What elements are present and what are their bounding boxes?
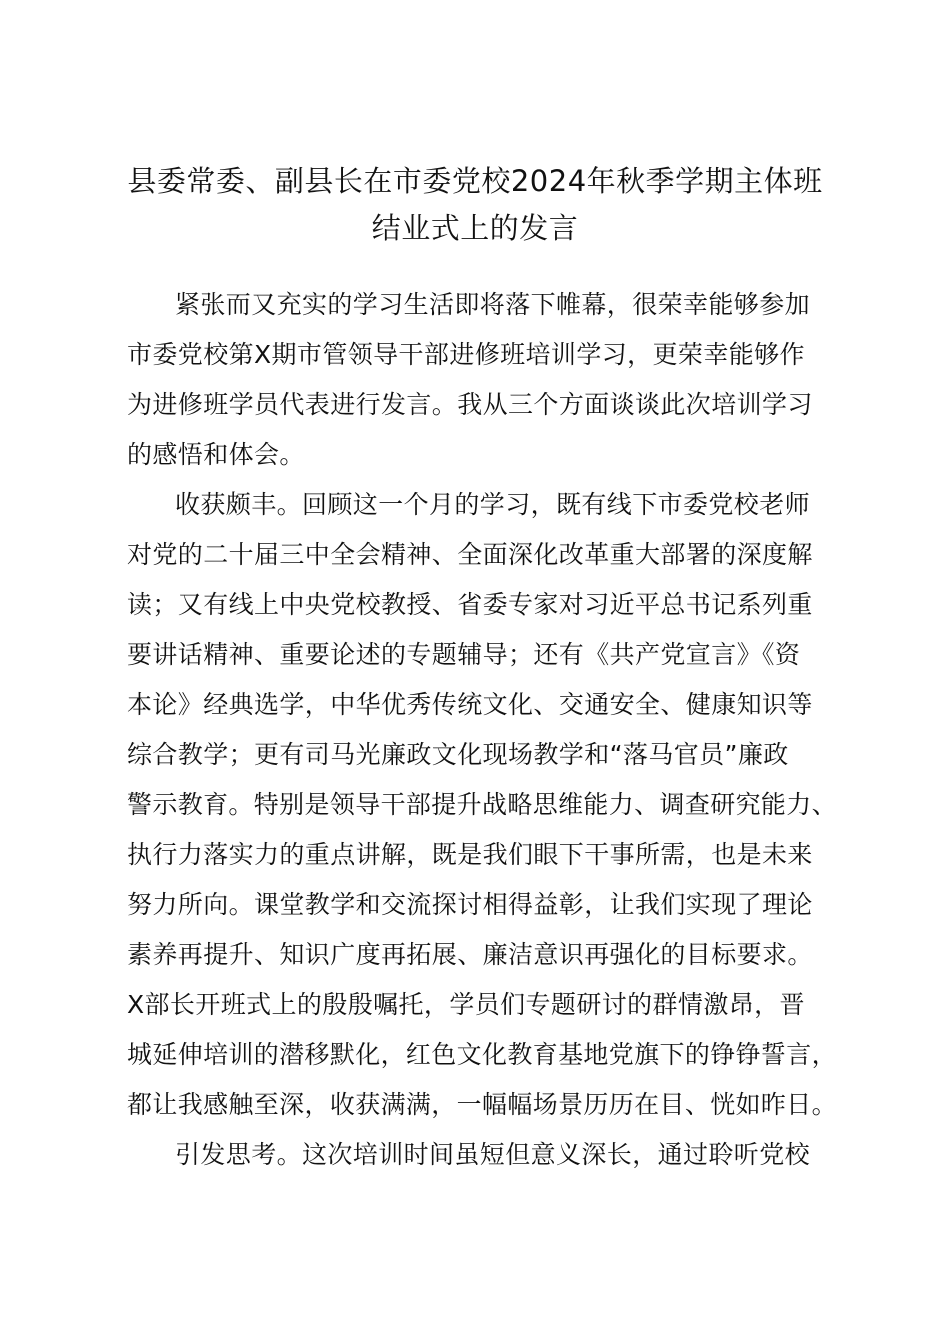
text-line: 的感悟和体会。 <box>127 440 305 469</box>
text-line: 读；又有线上中央党校教授、省委专家对习近平总书记系列重 <box>127 590 813 619</box>
text-line: X部长开班式上的殷殷嘱托，学员们专题研讨的群情激昂，晋 <box>127 990 805 1019</box>
text-line: 收获颇丰。回顾这一个月的学习，既有线下市委党校老师 <box>175 490 811 519</box>
text-line: 本论》经典选学，中华优秀传统文化、交通安全、健康知识等 <box>127 690 813 719</box>
text-line: 都让我感触至深，收获满满，一幅幅场景历历在目、恍如昨日。 <box>127 1090 837 1119</box>
paragraph-reflection <box>127 1130 837 1180</box>
paragraph-harvest <box>127 480 837 1130</box>
document-body <box>127 280 837 1180</box>
text-line: 努力所向。课堂教学和交流探讨相得益彰，让我们实现了理论 <box>127 890 813 919</box>
title-line: 结业式上的发言 <box>371 211 579 245</box>
document-title <box>110 158 840 252</box>
text-line: 为进修班学员代表进行发言。我从三个方面谈谈此次培训学习 <box>127 390 813 419</box>
text-line: 紧张而又充实的学习生活即将落下帷幕，很荣幸能够参加 <box>175 290 811 319</box>
text-line: 对党的二十届三中全会精神、全面深化改革重大部署的深度解 <box>127 540 813 569</box>
text-line: 市委党校第X期市管领导干部进修班培训学习，更荣幸能够作 <box>127 340 805 369</box>
text-line: 城延伸培训的潜移默化，红色文化教育基地党旗下的铮铮誓言， <box>127 1040 837 1069</box>
text-line: 执行力落实力的重点讲解，既是我们眼下干事所需，也是未来 <box>127 840 813 869</box>
title-line: 县委常委、副县长在市委党校2024年秋季学期主体班 <box>127 164 823 198</box>
text-line: 要讲话精神、重要论述的专题辅导；还有《共产党宣言》《资 <box>127 640 801 669</box>
text-line: 综合教学；更有司马光廉政文化现场教学和“落马官员”廉政 <box>127 740 789 769</box>
paragraph-intro <box>127 280 837 480</box>
text-line: 素养再提升、知识广度再拓展、廉洁意识再强化的目标要求。 <box>127 940 813 969</box>
text-line: 引发思考。这次培训时间虽短但意义深长，通过聆听党校 <box>175 1140 811 1169</box>
text-line: 警示教育。特别是领导干部提升战略思维能力、调查研究能力、 <box>127 790 837 819</box>
